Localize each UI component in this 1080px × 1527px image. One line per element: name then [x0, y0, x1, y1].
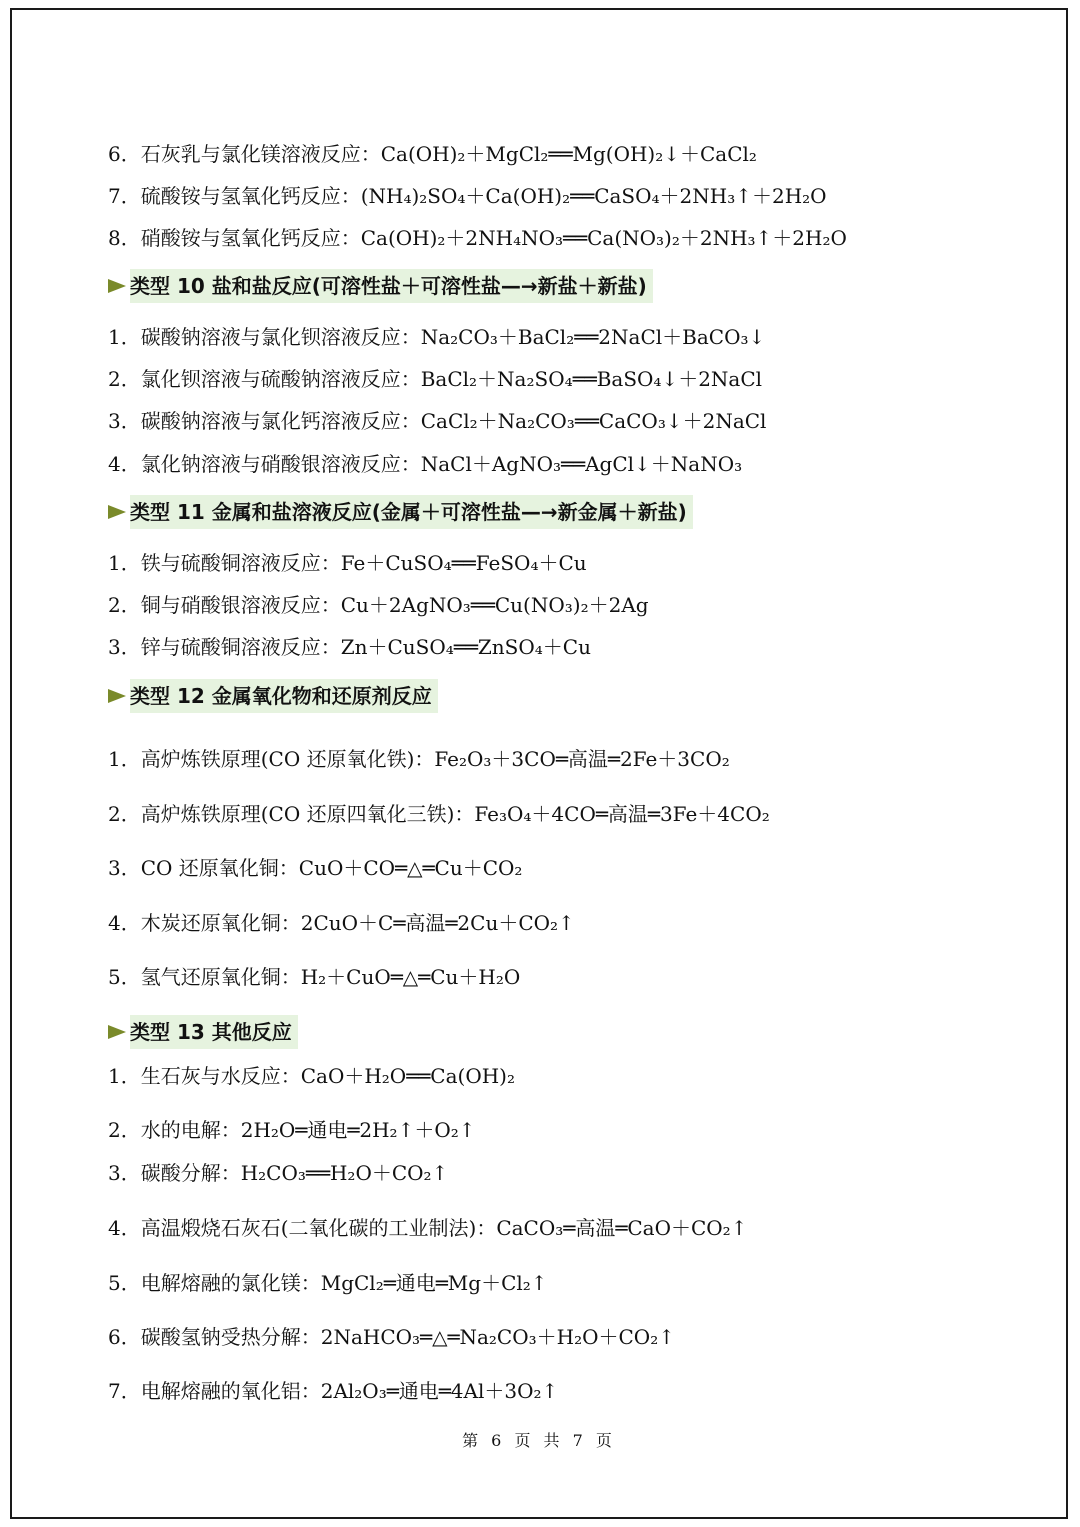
reaction-line: 5．氢气还原氧化铜：H₂＋CuO═△═Cu＋H₂O [108, 965, 521, 989]
arrow-bullet-icon [108, 279, 126, 293]
reaction-line: 3．碳酸钠溶液与氯化钙溶液反应：CaCl₂＋Na₂CO₃══CaCO₃↓＋2NaCl [108, 409, 767, 433]
reaction-line: 3．碳酸分解：H₂CO₃══H₂O＋CO₂↑ [108, 1161, 449, 1185]
reaction-line: 2．氯化钡溶液与硫酸钠溶液反应：BaCl₂＋Na₂SO₄══BaSO₄↓＋2NaCl [108, 367, 763, 391]
reaction-line: 3．锌与硫酸铜溶液反应：Zn＋CuSO₄══ZnSO₄＋Cu [108, 635, 591, 659]
arrow-bullet-icon [108, 505, 126, 519]
arrow-bullet-icon [108, 1025, 126, 1039]
section-title: 类型 11 金属和盐溶液反应(金属＋可溶性盐—→新金属＋新盐) [130, 495, 693, 529]
reaction-line: 6．石灰乳与氯化镁溶液反应：Ca(OH)₂＋MgCl₂══Mg(OH)₂↓＋CaCl₂ [108, 142, 757, 166]
section-heading-type13 [108, 1015, 298, 1049]
section-title: 类型 10 盐和盐反应(可溶性盐＋可溶性盐—→新盐＋新盐) [130, 269, 653, 303]
reaction-line: 2．水的电解：2H₂O═通电═2H₂↑＋O₂↑ [108, 1118, 476, 1142]
reaction-line: 2．高炉炼铁原理(CO 还原四氧化三铁)：Fe₃O₄＋4CO═高温═3Fe＋4CO₂ [108, 802, 770, 826]
reaction-line: 5．电解熔融的氯化镁：MgCl₂═通电═Mg＋Cl₂↑ [108, 1271, 548, 1295]
reaction-line: 2．铜与硝酸银溶液反应：Cu＋2AgNO₃══Cu(NO₃)₂＋2Ag [108, 593, 649, 617]
reaction-line: 1．高炉炼铁原理(CO 还原氧化铁)：Fe₂O₃＋3CO═高温═2Fe＋3CO₂ [108, 747, 730, 771]
reaction-line: 6．碳酸氢钠受热分解：2NaHCO₃═△═Na₂CO₃＋H₂O＋CO₂↑ [108, 1325, 675, 1349]
section-heading-type11 [108, 495, 693, 529]
reaction-line: 7．硫酸铵与氢氧化钙反应：(NH₄)₂SO₄＋Ca(OH)₂══CaSO₄＋2NH₃↑＋2H₂O [108, 184, 827, 208]
section-title: 类型 13 其他反应 [130, 1015, 298, 1049]
reaction-line: 1．生石灰与水反应：CaO＋H₂O══Ca(OH)₂ [108, 1064, 515, 1088]
section-heading-type12 [108, 679, 438, 713]
reaction-line: 1．铁与硫酸铜溶液反应：Fe＋CuSO₄══FeSO₄＋Cu [108, 551, 587, 575]
section-title: 类型 12 金属氧化物和还原剂反应 [130, 679, 438, 713]
reaction-line: 7．电解熔融的氧化铝：2Al₂O₃═通电═4Al＋3O₂↑ [108, 1379, 559, 1403]
page-number-footer: 第 6 页 共 7 页 [462, 1431, 616, 1450]
reaction-line: 3．CO 还原氧化铜：CuO＋CO═△═Cu＋CO₂ [108, 856, 523, 880]
reaction-line: 4．氯化钠溶液与硝酸银溶液反应：NaCl＋AgNO₃══AgCl↓＋NaNO₃ [108, 452, 743, 476]
page-frame [10, 8, 1068, 1519]
reaction-line: 4．高温煅烧石灰石(二氧化碳的工业制法)：CaCO₃═高温═CaO＋CO₂↑ [108, 1216, 748, 1240]
section-heading-type10 [108, 269, 653, 303]
reaction-line: 4．木炭还原氧化铜：2CuO＋C═高温═2Cu＋CO₂↑ [108, 911, 575, 935]
reaction-line: 1．碳酸钠溶液与氯化钡溶液反应：Na₂CO₃＋BaCl₂══2NaCl＋BaCO₃↓ [108, 325, 766, 349]
reaction-line: 8．硝酸铵与氢氧化钙反应：Ca(OH)₂＋2NH₄NO₃══Ca(NO₃)₂＋2NH₃↑＋2H₂O [108, 226, 847, 250]
arrow-bullet-icon [108, 689, 126, 703]
